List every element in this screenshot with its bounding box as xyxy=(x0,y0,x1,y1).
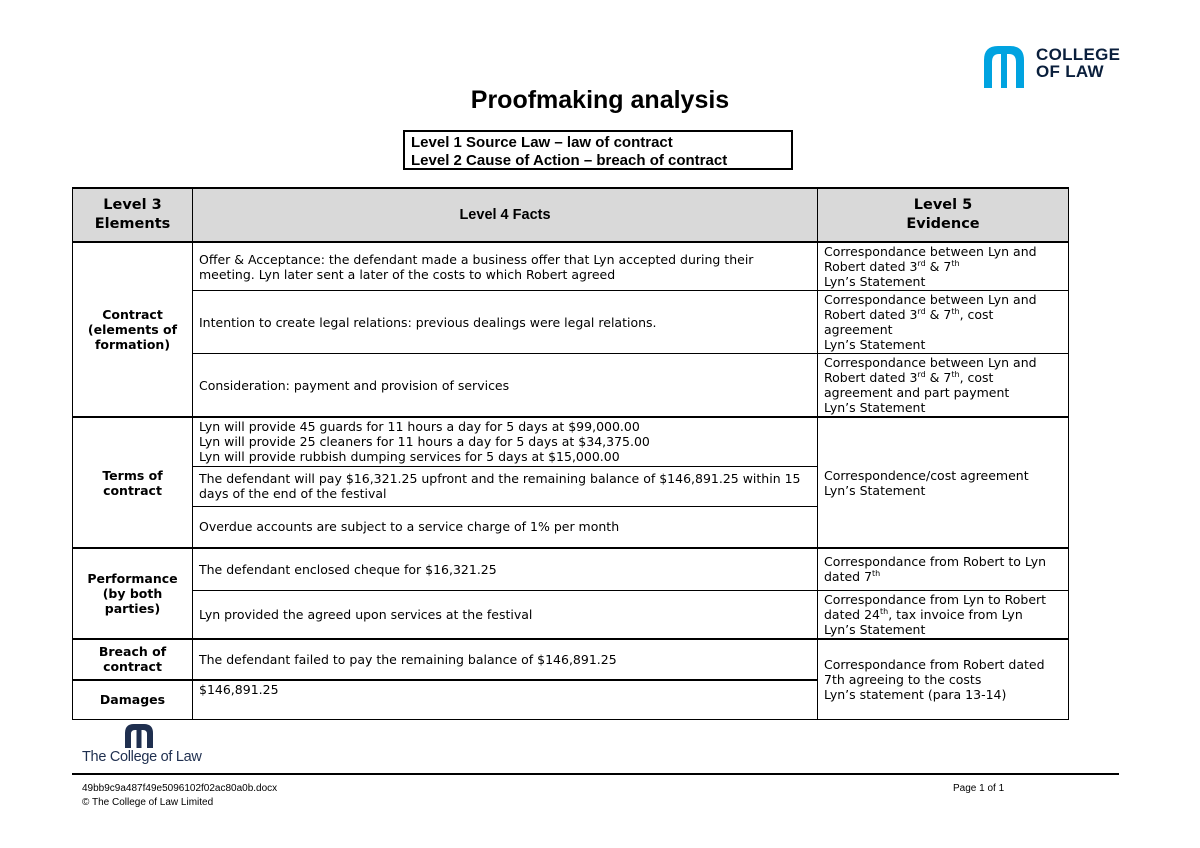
evidence-line: Correspondence/cost agreement xyxy=(824,467,1029,483)
college-logo-small-icon xyxy=(122,722,156,748)
footer-divider xyxy=(72,773,1119,775)
evidence-line: Robert dated 3rd & 7th, cost xyxy=(824,306,994,322)
element-performance-line: (by both xyxy=(102,585,163,601)
service-line: Lyn will provide rubbish dumping services for 5 days at $15,000.00 xyxy=(199,449,620,464)
fact-consideration: Consideration: payment and provision of services xyxy=(193,354,818,418)
element-breach-line: Breach of xyxy=(98,644,167,659)
footer-page-number: Page 1 of 1 xyxy=(953,783,1005,794)
footer-logo-text: The College of Law xyxy=(82,749,202,765)
footer-logo xyxy=(82,722,212,768)
element-breach xyxy=(73,639,193,680)
element-terms-line: Terms of xyxy=(102,467,163,483)
evidence-line: Correspondance from Robert dated xyxy=(824,656,1045,672)
fact-services xyxy=(193,417,818,466)
table-row xyxy=(73,354,1069,418)
fact-cheque: The defendant enclosed cheque for $16,321.25 xyxy=(193,548,818,590)
element-breach-line: contract xyxy=(103,659,162,674)
fact-damages: $146,891.25 xyxy=(193,680,818,720)
element-contract-line: formation) xyxy=(94,337,171,352)
evidence-line: Lyn’s Statement xyxy=(824,274,926,289)
logo-line-1: COLLEGE xyxy=(1036,45,1121,64)
evidence-cell xyxy=(818,291,1069,354)
evidence-line: Lyn’s Statement xyxy=(824,337,926,352)
header-level-5-line-1: Level 5 xyxy=(913,197,973,213)
element-terms xyxy=(73,417,193,548)
fact-services-provided: Lyn provided the agreed upon services at the festival xyxy=(193,590,818,639)
evidence-line: agreement and part payment xyxy=(824,385,1010,400)
footer-filename: 49bb9c9a487f49e5096102f02ac80a0b.docx xyxy=(82,783,278,794)
evidence-line: 7th agreeing to the costs xyxy=(824,671,982,687)
evidence-line: Correspondance between Lyn and xyxy=(824,292,1037,307)
element-performance-line: parties) xyxy=(104,600,161,616)
page-title: Proofmaking analysis xyxy=(470,86,730,114)
fact-overdue: Overdue accounts are subject to a service charge of 1% per month xyxy=(193,506,818,548)
evidence-line: Correspondance from Lyn to Robert xyxy=(824,591,1047,607)
evidence-line: dated 24th, tax invoice from Lyn xyxy=(824,606,1023,622)
evidence-line: Correspondance between Lyn and xyxy=(824,244,1037,259)
table-row xyxy=(73,417,1069,466)
evidence-line: Lyn’s statement (para 13-14) xyxy=(824,686,1007,702)
evidence-line: dated 7th xyxy=(824,569,881,585)
evidence-line: agreement xyxy=(824,322,893,337)
level-2-text: Level 2 Cause of Action – breach of contract xyxy=(411,152,728,169)
header-level-3 xyxy=(73,188,193,242)
evidence-cell xyxy=(818,417,1069,548)
footer-copyright: © The College of Law Limited xyxy=(82,797,214,808)
table-row xyxy=(73,242,1069,291)
element-terms-line: contract xyxy=(103,482,162,498)
fact-intention: Intention to create legal relations: previous dealings were legal relations. xyxy=(193,291,818,354)
evidence-line: Correspondance from Robert to Lyn xyxy=(824,554,1047,570)
header-level-3-line-2: Elements xyxy=(94,216,171,232)
evidence-line: Lyn’s Statement xyxy=(824,621,926,637)
table-row xyxy=(73,291,1069,354)
logo-line-2: OF LAW xyxy=(1036,62,1104,81)
table-row xyxy=(73,590,1069,639)
element-contract-line: Contract xyxy=(102,307,163,322)
college-logo-mark-icon xyxy=(980,42,1028,88)
fact-breach: The defendant failed to pay the remaining balance of $146,891.25 xyxy=(193,639,818,680)
header-level-5 xyxy=(818,188,1069,242)
header-level-4: Level 4 Facts xyxy=(193,188,818,242)
fact-offer-acceptance: Offer & Acceptance: the defendant made a business offer that Lyn accepted during their meeting. Lyn later sent a later of the costs to which Robert agreed xyxy=(193,242,818,291)
header-level-5-line-2: Evidence xyxy=(906,216,980,232)
evidence-line: Lyn’s Statement xyxy=(824,482,926,498)
evidence-line: Lyn’s Statement xyxy=(824,400,926,415)
element-contract-line: (elements of xyxy=(87,322,178,337)
element-performance xyxy=(73,548,193,639)
proofmaking-table xyxy=(72,187,1069,720)
evidence-cell xyxy=(818,639,1069,720)
evidence-line: Robert dated 3rd & 7th xyxy=(824,258,960,274)
level-1-text: Level 1 Source Law – law of contract xyxy=(411,134,673,151)
evidence-line: Correspondance between Lyn and xyxy=(824,355,1037,370)
element-performance-line: Performance xyxy=(87,570,178,586)
levels-box xyxy=(403,130,793,170)
evidence-cell xyxy=(818,590,1069,639)
element-contract xyxy=(73,242,193,417)
evidence-line: Robert dated 3rd & 7th, cost xyxy=(824,369,994,385)
evidence-cell xyxy=(818,548,1069,590)
element-damages: Damages xyxy=(73,680,193,720)
table-row xyxy=(73,639,1069,680)
service-line: Lyn will provide 25 cleaners for 11 hours a day for 5 days at $34,375.00 xyxy=(199,434,650,449)
evidence-cell xyxy=(818,354,1069,418)
table-row xyxy=(73,548,1069,590)
table-header-row xyxy=(73,188,1069,242)
evidence-cell xyxy=(818,242,1069,291)
fact-payment: The defendant will pay $16,321.25 upfront and the remaining balance of $146,891.25 within 15 days of the end of the festival xyxy=(193,466,818,506)
college-of-law-logo xyxy=(980,42,1125,88)
service-line: Lyn will provide 45 guards for 11 hours a day for 5 days at $99,000.00 xyxy=(199,419,640,434)
header-level-3-line-1: Level 3 xyxy=(103,197,162,213)
